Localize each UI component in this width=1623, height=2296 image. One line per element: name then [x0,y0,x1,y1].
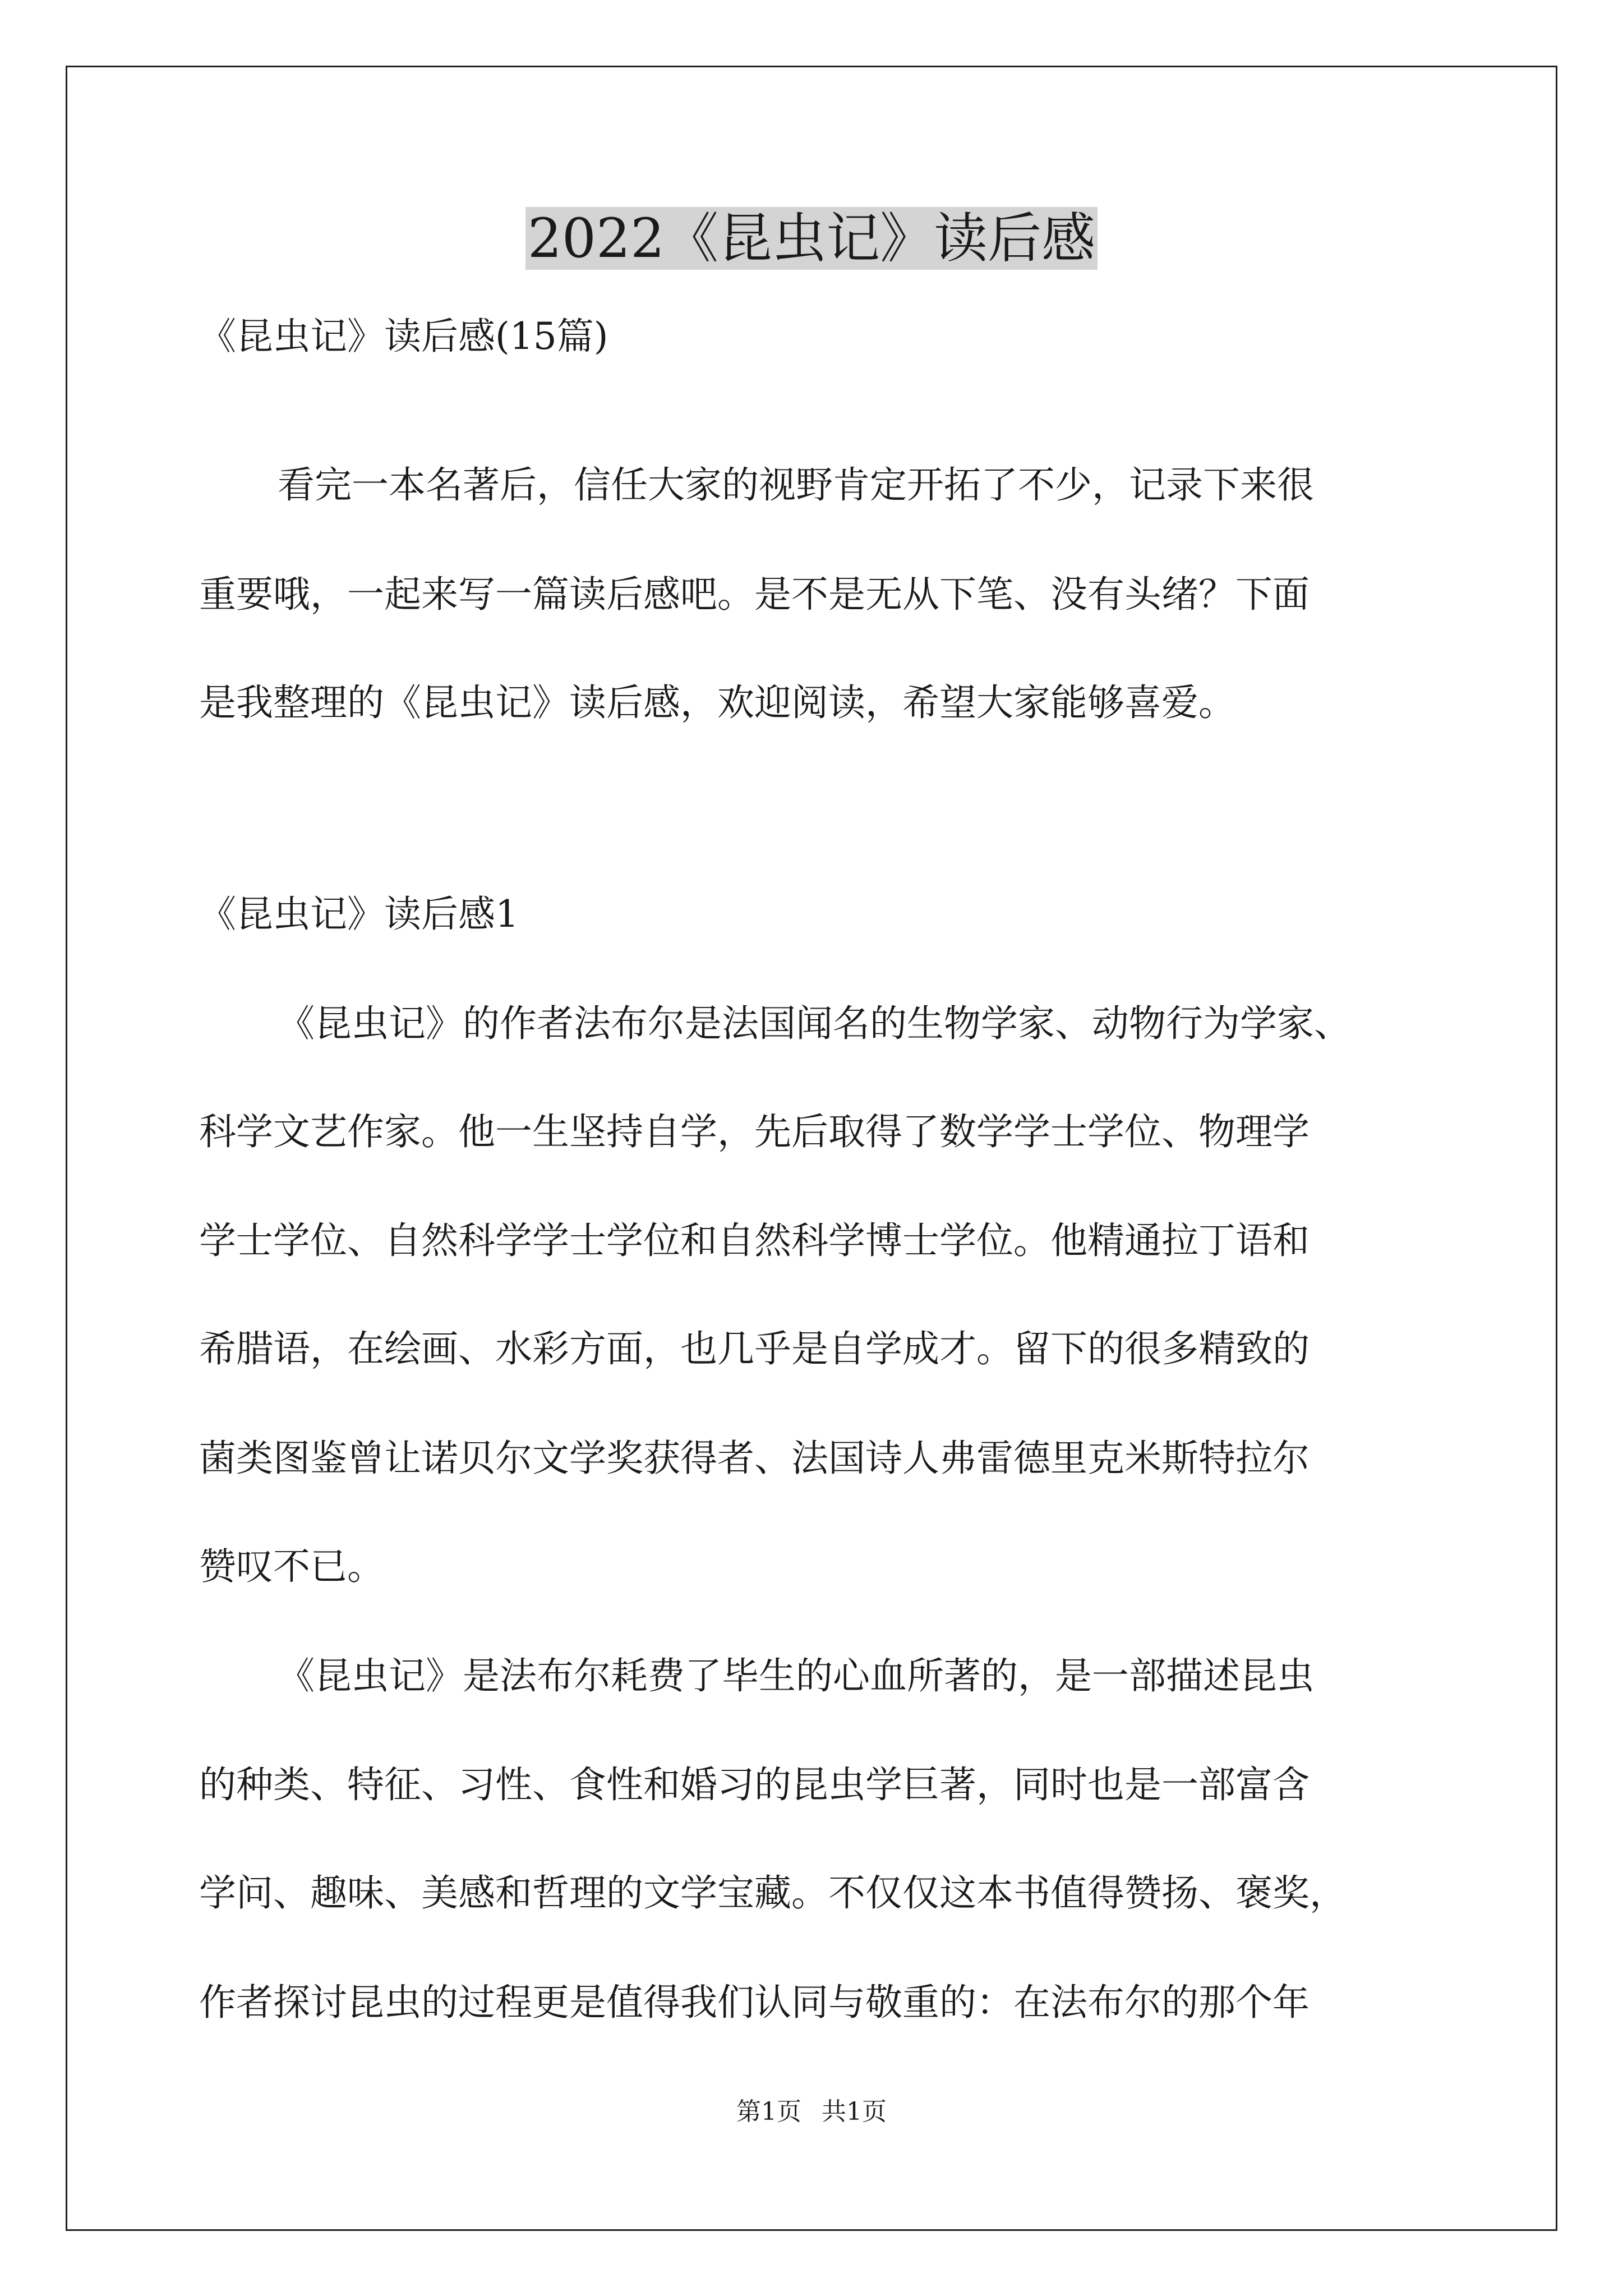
intro-line: 是我整理的《昆虫记》读后感，欢迎阅读，希望大家能够喜爱。 [199,681,1235,724]
document-title: 2022《昆虫记》读后感 [0,202,1623,275]
paragraph-line: 希腊语，在绘画、水彩方面，也几乎是自学成才。留下的很多精致的 [199,1327,1310,1370]
page-number: 第1页 [736,2097,801,2126]
paragraph-line: 赞叹不已。 [199,1545,384,1588]
paragraph-line: 作者探讨昆虫的过程更是值得我们认同与敬重的：在法布尔的那个年 [199,1981,1310,2024]
intro-line: 看完一本名著后，信任大家的视野肯定开拓了不少，记录下来很 [278,463,1314,507]
paragraph-line: 学问、趣味、美感和哲理的文学宝藏。不仅仅这本书值得赞扬、褒奖， [199,1871,1347,1915]
paragraph-line: 菌类图鉴曾让诺贝尔文学奖获得者、法国诗人弗雷德里克米斯特拉尔 [199,1437,1310,1480]
intro-line: 重要哦，一起来写一篇读后感吧。是不是无从下笔、没有头绪？下面 [199,573,1310,616]
paragraph-line: 《昆虫记》是法布尔耗费了毕生的心血所著的，是一部描述昆虫 [278,1654,1314,1697]
paragraph-line: 《昆虫记》的作者法布尔是法国闻名的生物学家、动物行为学家、 [278,1002,1351,1045]
section-heading: 《昆虫记》读后感1 [199,892,519,936]
page-total: 共1页 [822,2097,887,2126]
paragraph-line: 的种类、特征、习性、食性和婚习的昆虫学巨著，同时也是一部富含 [199,1763,1310,1806]
paragraph-line: 科学文艺作家。他一生坚持自学，先后取得了数学学士学位、物理学 [199,1110,1310,1153]
page-footer [0,2095,1623,2129]
paragraph-line: 学士学位、自然科学学士学位和自然科学博士学位。他精通拉丁语和 [199,1219,1310,1262]
document-subtitle: 《昆虫记》读后感(15篇) [199,315,608,358]
